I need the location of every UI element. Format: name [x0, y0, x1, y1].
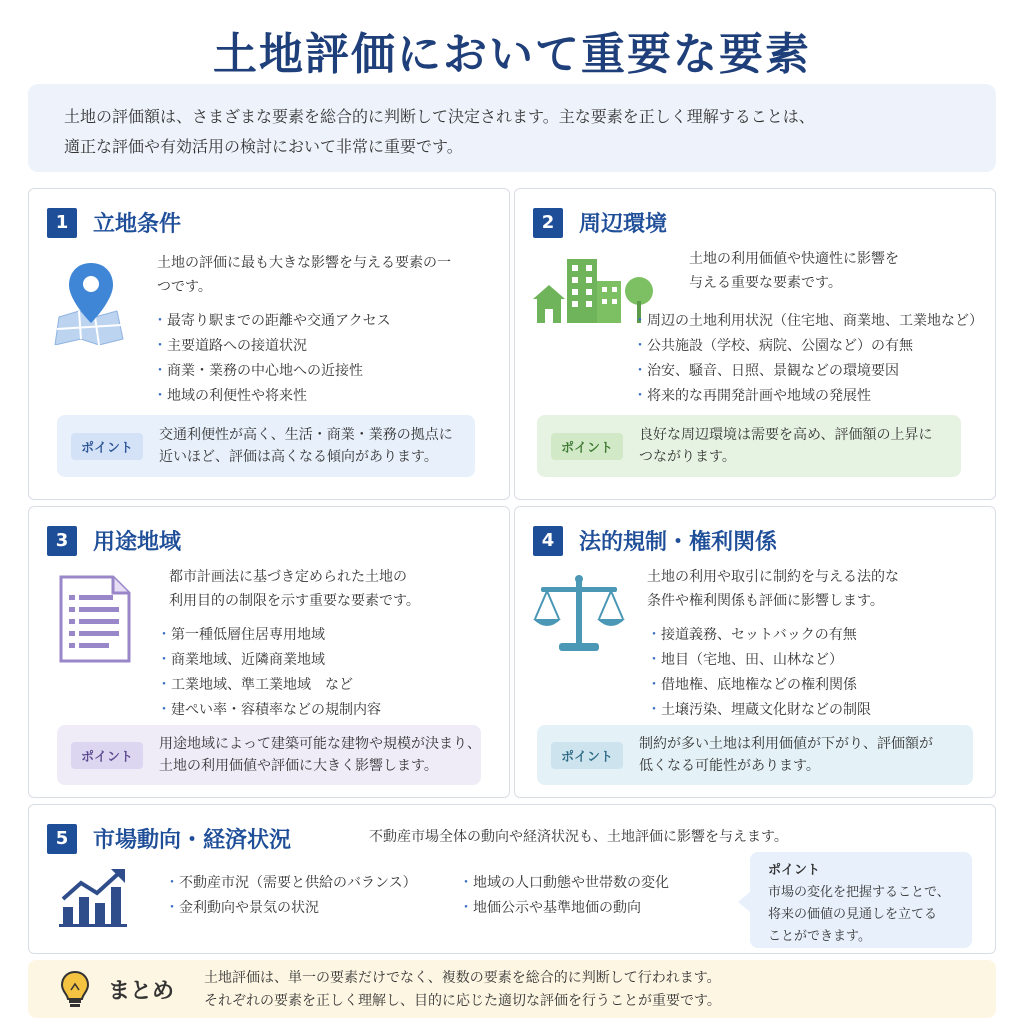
summary-label: まとめ — [108, 979, 175, 1004]
list-item: ・ 治安、騒音、日照、景観などの環境要因 — [633, 359, 983, 384]
point-label: ポイント — [551, 433, 623, 460]
map-pin-icon — [51, 261, 131, 345]
list-item: ・ 借地権、底地権などの権利関係 — [647, 673, 871, 698]
summary-line: 土地評価は、単一の要素だけでなく、複数の要素を総合的に判断して行われます。 — [204, 970, 721, 986]
desc-line: 利用目的の制限を示す重要な要素です。 — [169, 593, 420, 609]
list-item: ・ 地域の利便性や将来性 — [153, 384, 391, 409]
card-location — [28, 188, 510, 500]
list-item: ・ 不動産市況（需要と供給のバランス） — [165, 871, 417, 896]
list-item: ・ 周辺の土地利用状況（住宅地、商業地、工業地など） — [633, 309, 983, 334]
point-text: 交通利便性が高く、生活・商業・業務の拠点に — [159, 427, 453, 443]
desc-line: 土地の利用や取引に制約を与える法的な — [647, 569, 899, 585]
intro-line: 適正な評価や有効活用の検討において非常に重要です。 — [64, 137, 463, 156]
intro-box — [28, 84, 996, 172]
point-label: ポイント — [71, 742, 143, 769]
list-item: ・ 地域の人口動態や世帯数の変化 — [459, 871, 669, 896]
desc-line: 土地の利用価値や快適性に影響を — [689, 251, 899, 267]
list-item: ・ 将来的な再開発計画や地域の発展性 — [633, 384, 983, 409]
section-title: 用途地域 — [93, 530, 182, 555]
document-icon — [57, 573, 133, 665]
point-box — [57, 415, 475, 477]
summary-line: それぞれの要素を正しく理解し、目的に応じた適切な評価を行うことが重要です。 — [204, 993, 721, 1009]
list-item: ・ 地価公示や基準地価の動向 — [459, 896, 669, 921]
card-environment — [514, 188, 996, 500]
point-label: ポイント — [71, 433, 143, 460]
list-item: ・ 商業・業務の中心地への近接性 — [153, 359, 391, 384]
point-text: ことができます。 — [768, 929, 871, 944]
section-number: 2 — [533, 208, 563, 238]
desc-line: 与える重要な要素です。 — [689, 275, 842, 291]
point-text: 市場の変化を把握することで、 — [768, 885, 950, 900]
card-zoning — [28, 506, 510, 798]
card-legal — [514, 506, 996, 798]
list-item: ・ 公共施設（学校、病院、公園など）の有無 — [633, 334, 983, 359]
scale-icon — [531, 571, 627, 655]
page-title: 土地評価において重要な要素 — [213, 29, 811, 80]
point-text: 土地の利用価値や評価に大きく影響します。 — [159, 758, 438, 774]
point-text: 将来の価値の見通しを立てる — [768, 907, 938, 922]
section-number: 3 — [47, 526, 77, 556]
intro-line: 土地の評価額は、さまざまな要素を総合的に判断して決定されます。主な要素を正しく理解することは、 — [64, 107, 815, 126]
list-item: ・ 接道義務、セットバックの有無 — [647, 623, 871, 648]
growth-chart-icon — [59, 867, 129, 927]
section-number: 4 — [533, 526, 563, 556]
desc-line: つです。 — [157, 279, 212, 295]
point-text: 良好な周辺環境は需要を高め、評価額の上昇に — [639, 427, 933, 443]
point-box — [57, 725, 481, 785]
list-item: ・ 第一種低層住居専用地域 — [157, 623, 381, 648]
lightbulb-icon — [60, 970, 90, 1010]
list-item: ・ 商業地域、近隣商業地域 — [157, 648, 381, 673]
point-box — [537, 725, 973, 785]
point-label: ポイント — [551, 742, 623, 769]
desc-line: 土地の評価に最も大きな影響を与える要素の一 — [157, 255, 451, 271]
section-title: 市場動向・経済状況 — [93, 828, 292, 853]
section-title: 周辺環境 — [579, 212, 668, 237]
desc-line: 不動産市場全体の動向や経済状況も、土地評価に影響を与えます。 — [369, 829, 788, 845]
list-item: ・ 土壌汚染、埋蔵文化財などの制限 — [647, 698, 871, 723]
desc-line: 都市計画法に基づき定められた土地の — [169, 569, 407, 585]
point-box — [537, 415, 961, 477]
list-item: ・ 金利動向や景気の状況 — [165, 896, 417, 921]
point-text: つながります。 — [639, 449, 736, 465]
section-number: 5 — [47, 824, 77, 854]
list-item: ・ 工業地域、準工業地域 など — [157, 673, 381, 698]
point-text: 低くなる可能性があります。 — [639, 758, 820, 774]
point-text: 近いほど、評価は高くなる傾向があります。 — [159, 449, 438, 465]
section-title: 法的規制・権利関係 — [579, 530, 778, 555]
list-item: ・ 建ぺい率・容積率などの規制内容 — [157, 698, 381, 723]
list-item: ・ 地目（宅地、田、山林など） — [647, 648, 871, 673]
market-point-box — [750, 852, 972, 948]
section-title: 立地条件 — [93, 212, 182, 237]
section-number: 1 — [47, 208, 77, 238]
summary-box — [28, 960, 996, 1018]
list-item: ・ 最寄り駅までの距離や交通アクセス — [153, 309, 391, 334]
point-text: 制約が多い土地は利用価値が下がり、評価額が — [639, 736, 934, 752]
list-item: ・ 主要道路への接道状況 — [153, 334, 391, 359]
point-text: 用途地域によって建築可能な建物や規模が決まり、 — [159, 736, 482, 752]
desc-line: 条件や権利関係も評価に影響します。 — [647, 593, 884, 609]
point-label: ポイント — [768, 863, 821, 878]
